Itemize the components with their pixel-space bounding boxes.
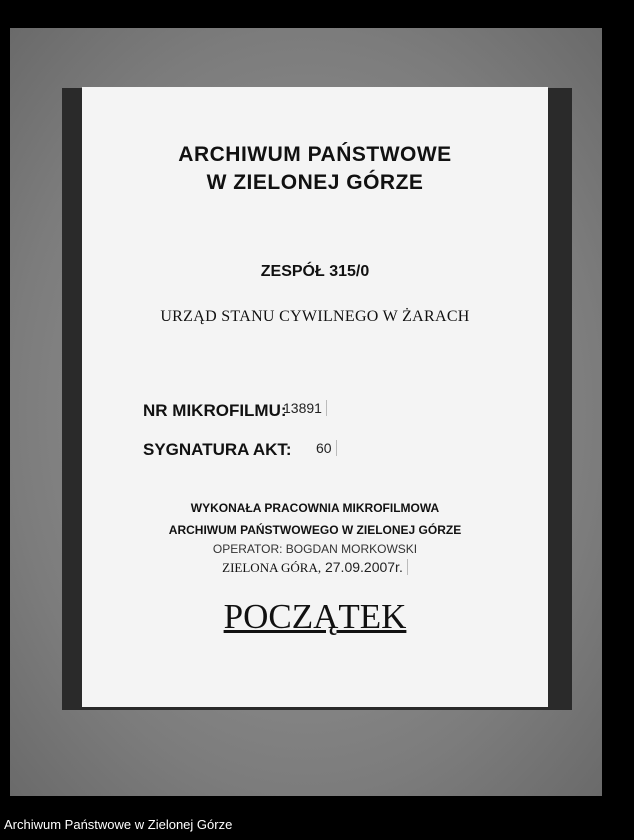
archive-title-line1: ARCHIWUM PAŃSTWOWE — [178, 143, 452, 166]
archive-title-line2: W ZIELONEJ GÓRZE — [206, 171, 424, 194]
office-name: URZĄD STANU CYWILNEGO W ŻARACH — [160, 308, 470, 325]
signature-value: 60 — [316, 440, 337, 456]
microfilm-label: NR MIKROFILMU: — [143, 401, 287, 420]
fonds-number: ZESPÓŁ 315/0 — [260, 263, 370, 280]
signature-label: SYGNATURA AKT: — [143, 440, 292, 459]
microfilm-value: 13891 — [283, 400, 327, 416]
made-by-line1: WYKONAŁA PRACOWNIA MIKROFILMOWA — [190, 501, 440, 515]
title-sheet — [82, 87, 548, 707]
operator: OPERATOR: BOGDAN MORKOWSKI — [212, 542, 418, 556]
archive-caption: Archiwum Państwowe w Zielonej Górze — [4, 817, 233, 832]
place-date — [82, 559, 548, 576]
start-marker: POCZĄTEK — [223, 597, 407, 636]
place: ZIELONA GÓRA, — [222, 560, 322, 575]
made-by-line2: ARCHIWUM PAŃSTWOWEGO W ZIELONEJ GÓRZE — [168, 523, 462, 537]
date: 27.09.2007r. — [325, 559, 408, 575]
